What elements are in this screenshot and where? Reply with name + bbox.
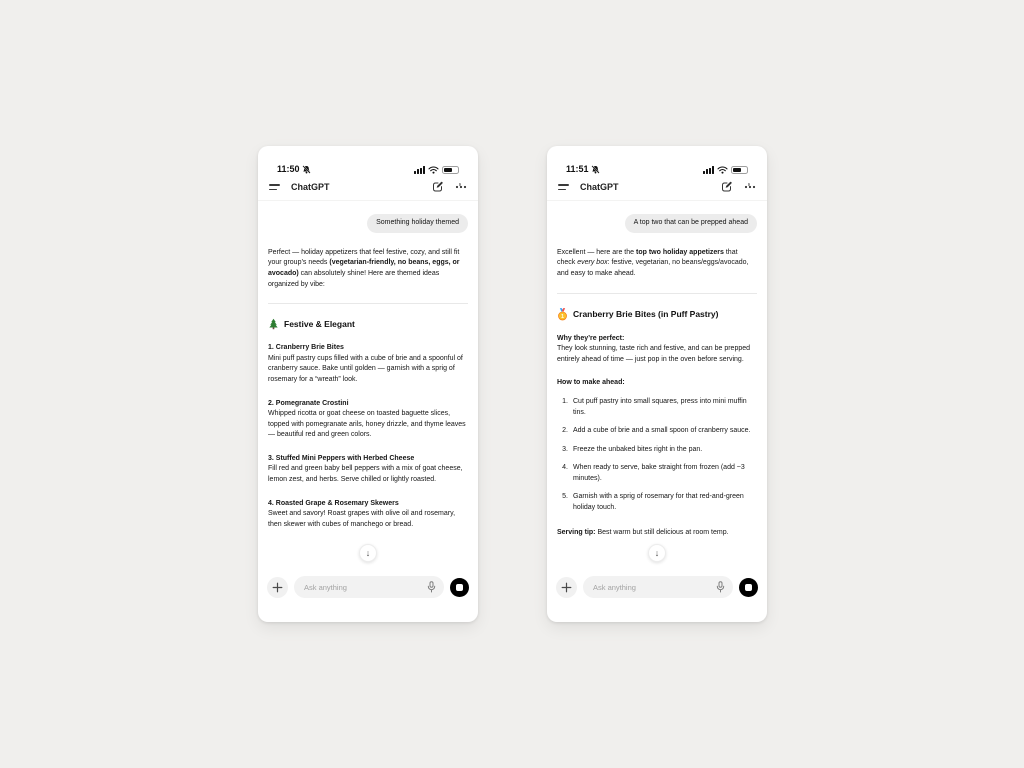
step-item: 2. Add a cube of brie and a small spoon of cranberry sauce. (562, 427, 751, 435)
microphone-icon[interactable] (716, 581, 725, 593)
section-heading (557, 308, 757, 321)
gold-medal-emoji (557, 308, 568, 321)
assistant-intro: Perfect — holiday appetizers that feel festive, cozy, and still fit your group’s needs (vegetarian-friendly, no beans, eggs, or avocado) can absolutely shine! Here are themed ideas organized by vibe: (268, 248, 460, 288)
cellular-signal-icon (703, 166, 714, 174)
app-title: ChatGPT (291, 182, 330, 192)
item-body: Whipped ricotta or goat cheese on toasted baguette slices, topped with pomegranate arils, honey drizzle, and thyme leaves — beautiful red and green colors. (268, 410, 466, 439)
status-icons (703, 166, 748, 175)
bell-slash-icon (302, 165, 311, 174)
arrow-down-icon: ↓ (365, 548, 371, 558)
step-item: 5. Garnish with a sprig of rosemary for that red-and-green holiday touch. (562, 493, 744, 512)
chat-input-pill[interactable] (583, 576, 733, 598)
wifi-icon (428, 166, 439, 174)
svg-text:1: 1 (560, 313, 565, 320)
microphone-icon[interactable] (427, 581, 436, 593)
new-chat-compose-icon[interactable] (432, 181, 444, 193)
appetizer-item (268, 454, 468, 486)
chat-input[interactable] (302, 582, 422, 593)
stop-icon (456, 584, 463, 591)
app-header (258, 174, 478, 201)
item-title: 4. Roasted Grape & Rosemary Skewers (268, 499, 399, 507)
make-ahead-heading: How to make ahead: (557, 379, 625, 387)
attach-plus-button[interactable] (267, 577, 288, 598)
item-title: 2. Pomegranate Crostini (268, 399, 349, 407)
christmas-tree-emoji (268, 318, 279, 330)
item-title: 1. Cranberry Brie Bites (268, 344, 344, 352)
plus-icon (561, 582, 572, 593)
appetizer-item (268, 399, 468, 441)
why-perfect-heading: Why they’re perfect: (557, 334, 625, 342)
chat-input-pill[interactable] (294, 576, 444, 598)
more-options-icon[interactable] (455, 185, 467, 189)
user-message-bubble: A top two that can be prepped ahead (625, 214, 757, 233)
stop-voice-button[interactable] (450, 578, 469, 597)
section-divider (268, 303, 468, 304)
scroll-to-bottom-button[interactable] (648, 544, 666, 562)
wifi-icon (717, 166, 728, 174)
stop-voice-button[interactable] (739, 578, 758, 597)
step-item: 1. Cut puff pastry into small squares, press into mini muffin tins. (562, 397, 747, 416)
appetizer-item (268, 343, 468, 385)
status-time (277, 165, 311, 174)
clock-time: 11:50 (277, 164, 300, 174)
phone-screenshot-right (547, 146, 767, 622)
battery-icon (731, 166, 748, 175)
chat-input[interactable] (591, 582, 711, 593)
section-heading-text: Festive & Elegant (284, 319, 355, 330)
section-heading (268, 318, 468, 330)
section-divider (557, 293, 757, 294)
phone-screenshot-left (258, 146, 478, 622)
item-body: Mini puff pastry cups filled with a cube of brie and a spoonful of cranberry sauce. Bake until golden — garnish with a sprig of rosemary for a “wreath” look. (268, 354, 463, 383)
why-perfect-body: They look stunning, taste rich and festive, and can be prepped entirely ahead of time — just pop in the oven before serving. (557, 345, 751, 363)
sidebar-menu-icon[interactable] (558, 182, 569, 192)
sidebar-menu-icon[interactable] (269, 182, 280, 192)
arrow-down-icon: ↓ (654, 548, 660, 558)
attach-plus-button[interactable] (556, 577, 577, 598)
status-time (566, 165, 600, 174)
step-item: 3. Freeze the unbaked bites right in the pan. (562, 445, 703, 453)
message-composer (258, 576, 478, 598)
bell-slash-icon (591, 165, 600, 174)
item-body: Sweet and savory! Roast grapes with olive oil and rosemary, then skewer with cubes of manchego or bread. (268, 510, 456, 528)
make-ahead-steps (557, 397, 757, 514)
battery-icon (442, 166, 459, 175)
appetizer-item (268, 499, 468, 531)
status-bar (547, 146, 767, 174)
cellular-signal-icon (414, 166, 425, 174)
app-header (547, 174, 767, 201)
step-item: 4. When ready to serve, bake straight from frozen (add ~3 minutes). (562, 464, 745, 482)
scroll-to-bottom-button[interactable] (359, 544, 377, 562)
stop-icon (745, 584, 752, 591)
plus-icon (272, 582, 283, 593)
more-options-icon[interactable] (744, 185, 756, 189)
clock-time: 11:51 (566, 164, 589, 174)
serving-tip: Serving tip: Best warm but still delicious at room temp. (557, 528, 729, 536)
new-chat-compose-icon[interactable] (721, 181, 733, 193)
item-body: Fill red and green baby bell peppers with a mix of goat cheese, lemon zest, and herbs. Serve chilled or lightly roasted. (268, 465, 463, 484)
app-title: ChatGPT (580, 182, 619, 192)
status-icons (414, 166, 459, 175)
user-message-bubble: Something holiday themed (367, 214, 468, 233)
assistant-intro: Excellent — here are the top two holiday appetizers that check every box: festive, vegetarian, no beans/eggs/avocado, and easy to make ahead. (557, 248, 749, 277)
status-bar (258, 146, 478, 174)
message-composer (547, 576, 767, 598)
section-heading-text: Cranberry Brie Bites (in Puff Pastry) (573, 309, 719, 320)
item-title: 3. Stuffed Mini Peppers with Herbed Cheese (268, 454, 415, 462)
